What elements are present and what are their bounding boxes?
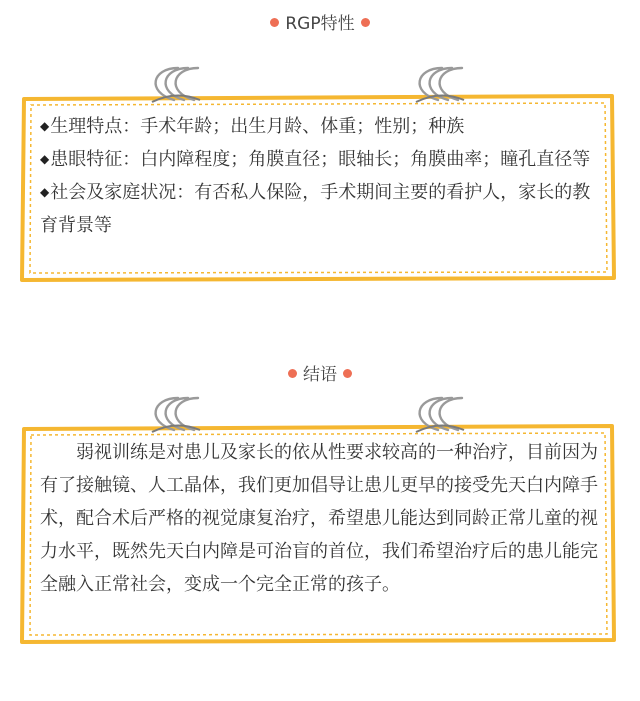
- title-dot-right: [343, 369, 352, 378]
- list-item: ◆社会及家庭状况：有否私人保险，手术期间主要的看护人，家长的教育背景等: [40, 176, 600, 242]
- binder-rings-left: [138, 64, 208, 110]
- rgp-features-card: [22, 96, 614, 280]
- list-item: ◆生理特点：手术年龄；出生月龄、体重；性别；种族: [40, 110, 600, 143]
- diamond-bullet-icon: ◆: [40, 119, 50, 133]
- rgp-features-text: [40, 110, 600, 242]
- binder-rings-right: [402, 64, 472, 110]
- title-dot-left: [270, 18, 279, 27]
- section-title-text: RGP特性: [285, 14, 355, 34]
- title-dot-left: [288, 369, 297, 378]
- binder-rings-right: [402, 394, 472, 440]
- diamond-bullet-icon: ◆: [40, 152, 50, 166]
- list-item: ◆患眼特征：白内障程度；角膜直径；眼轴长；角膜曲率；瞳孔直径等: [40, 143, 600, 176]
- section-title-conclusion: [0, 363, 640, 387]
- diamond-bullet-icon: ◆: [40, 185, 50, 199]
- section-title-text: 结语: [303, 365, 337, 385]
- binder-rings-left: [138, 394, 208, 440]
- conclusion-card: [22, 426, 614, 642]
- section-title-rgp: [0, 12, 640, 36]
- title-dot-right: [361, 18, 370, 27]
- conclusion-text: [40, 436, 600, 601]
- conclusion-paragraph: 弱视训练是对患儿及家长的依从性要求较高的一种治疗，目前因为有了接触镜、人工晶体，我们更加倡导让患儿更早的接受先天白内障手术，配合术后严格的视觉康复治疗，希望患儿能达到同龄正常儿童的视力水平，既然先天白内障是可治盲的首位，我们希望治疗后的患儿能完全融入正常社会，变成一个完全正常的孩子。: [40, 442, 598, 595]
